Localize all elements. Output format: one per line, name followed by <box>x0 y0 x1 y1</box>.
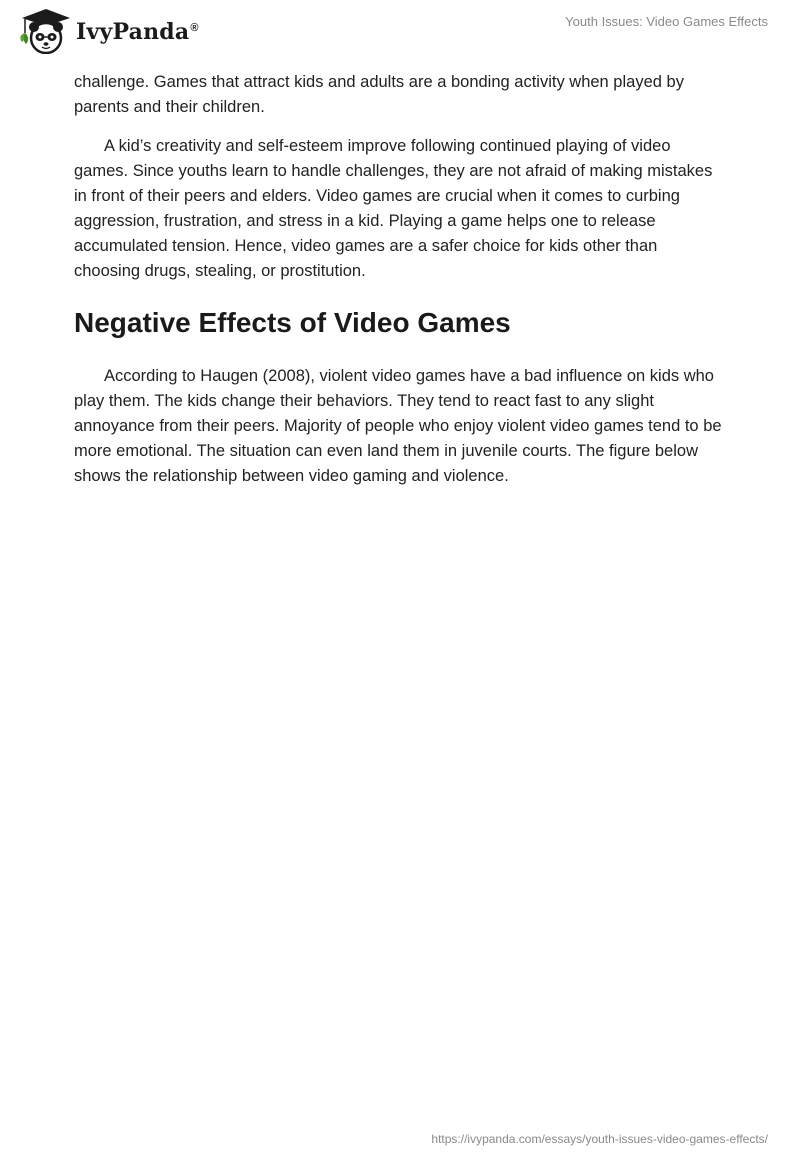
running-title: Youth Issues: Video Games Effects <box>565 14 768 29</box>
ivypanda-logo[interactable] <box>16 8 199 56</box>
source-url[interactable]: https://ivypanda.com/essays/youth-issues-video-games-effects/ <box>431 1132 768 1146</box>
panda-graduate-icon <box>16 6 70 59</box>
registered-mark: ® <box>190 21 199 34</box>
paragraph-continuation: challenge. Games that attract kids and adults are a bonding activity when played by parents and their children. <box>74 73 684 116</box>
essay-body <box>74 70 724 503</box>
brand-name: IvyPanda® <box>76 19 199 45</box>
section-heading: Negative Effects of Video Games <box>74 307 511 338</box>
paragraph-creativity: A kid’s creativity and self-esteem improve following continued playing of video games. Since youths learn to handle challenges, they are not afraid of making mistakes in front of their peers and elders. Video games are crucial when it comes to curbing aggression, frustration, and stress in a kid. Playing a game helps one to release accumulated tension. Hence, video games are a safer choice for kids other than choosing drugs, stealing, or prostitution. <box>74 137 713 280</box>
page-header <box>0 0 800 70</box>
paragraph-negative-effects: According to Haugen (2008), violent video games have a bad influence on kids who play them. The kids change their behaviors. They tend to react fast to any slight annoyance from their peers. Majority of people who enjoy violent video games tend to be more emotional. The situation can even land them in juvenile courts. The figure below shows the relationship between video gaming and violence. <box>74 367 722 485</box>
